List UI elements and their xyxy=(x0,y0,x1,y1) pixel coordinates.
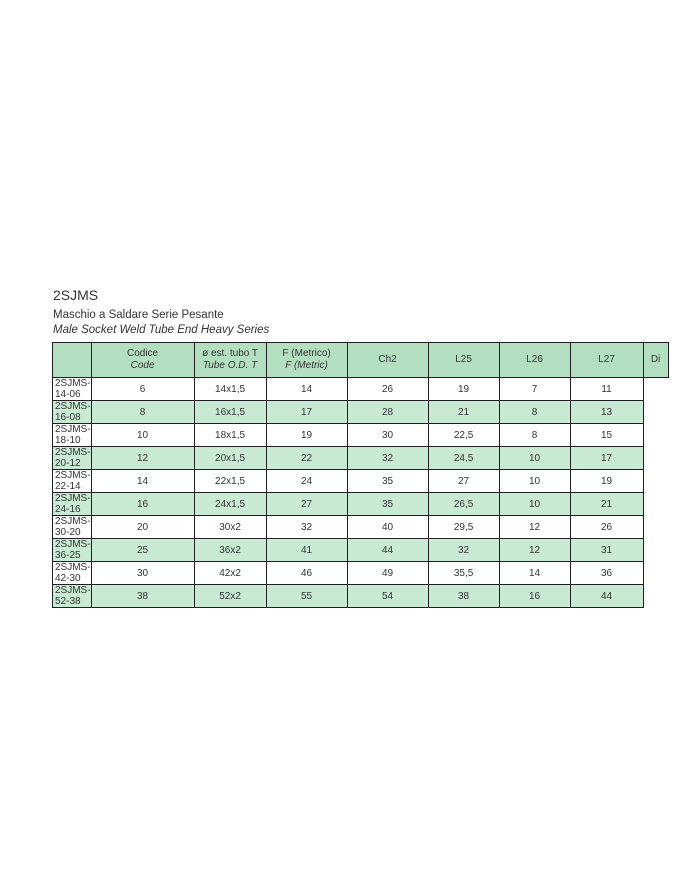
value-cell: 10 xyxy=(91,424,194,447)
english-subtitle: Male Socket Weld Tube End Heavy Series xyxy=(53,324,270,336)
value-cell: 24x1,5 xyxy=(194,493,266,516)
product-code-title: 2SJMS xyxy=(53,287,99,303)
value-cell: 16 xyxy=(499,585,570,608)
value-cell: 8 xyxy=(91,401,194,424)
value-cell: 19 xyxy=(266,424,347,447)
value-cell: 12 xyxy=(499,539,570,562)
value-cell: 20x1,5 xyxy=(194,447,266,470)
table-row xyxy=(53,516,669,539)
value-cell: 20 xyxy=(91,516,194,539)
value-cell: 28 xyxy=(347,401,428,424)
value-cell: 7 xyxy=(499,378,570,401)
value-cell: 11 xyxy=(570,378,643,401)
header-di xyxy=(643,343,668,378)
value-cell: 10 xyxy=(499,470,570,493)
value-cell: 32 xyxy=(428,539,499,562)
table-row xyxy=(53,493,669,516)
title-block xyxy=(53,287,269,338)
value-cell: 49 xyxy=(347,562,428,585)
header-label: L26 xyxy=(526,354,543,365)
code-cell: 2SJMS-52-38 xyxy=(53,585,92,608)
header-label: F (Metrico) xyxy=(282,348,331,359)
code-cell: 2SJMS-22-14 xyxy=(53,470,92,493)
value-cell: 35 xyxy=(347,493,428,516)
value-cell: 40 xyxy=(347,516,428,539)
code-cell: 2SJMS-24-16 xyxy=(53,493,92,516)
value-cell: 38 xyxy=(428,585,499,608)
value-cell: 38 xyxy=(91,585,194,608)
header-label: Ch2 xyxy=(378,354,397,365)
value-cell: 55 xyxy=(266,585,347,608)
value-cell: 6 xyxy=(91,378,194,401)
code-cell: 2SJMS-14-06 xyxy=(53,378,92,401)
value-cell: 25 xyxy=(91,539,194,562)
value-cell: 35,5 xyxy=(428,562,499,585)
table-row xyxy=(53,447,669,470)
table-row xyxy=(53,562,669,585)
value-cell: 8 xyxy=(499,401,570,424)
header-ch2 xyxy=(347,343,428,378)
code-cell: 2SJMS-42-30 xyxy=(53,562,92,585)
header-thread xyxy=(266,343,347,378)
value-cell: 19 xyxy=(428,378,499,401)
value-cell: 30 xyxy=(347,424,428,447)
value-cell: 29,5 xyxy=(428,516,499,539)
value-cell: 30x2 xyxy=(194,516,266,539)
value-cell: 26,5 xyxy=(428,493,499,516)
value-cell: 32 xyxy=(266,516,347,539)
code-cell: 2SJMS-16-08 xyxy=(53,401,92,424)
value-cell: 36 xyxy=(570,562,643,585)
table-row xyxy=(53,378,669,401)
spec-table-wrapper xyxy=(52,342,669,608)
header-row xyxy=(53,343,669,378)
value-cell: 21 xyxy=(428,401,499,424)
table-row xyxy=(53,470,669,493)
value-cell: 30 xyxy=(91,562,194,585)
header-l26 xyxy=(499,343,570,378)
table-row xyxy=(53,401,669,424)
code-cell: 2SJMS-36-25 xyxy=(53,539,92,562)
header-tube-od xyxy=(194,343,266,378)
value-cell: 22 xyxy=(266,447,347,470)
value-cell: 16 xyxy=(91,493,194,516)
value-cell: 41 xyxy=(266,539,347,562)
table-row xyxy=(53,424,669,447)
value-cell: 46 xyxy=(266,562,347,585)
value-cell: 22x1,5 xyxy=(194,470,266,493)
value-cell: 27 xyxy=(428,470,499,493)
value-cell: 44 xyxy=(570,585,643,608)
value-cell: 42x2 xyxy=(194,562,266,585)
italian-subtitle: Maschio a Saldare Serie Pesante xyxy=(53,309,224,321)
value-cell: 12 xyxy=(91,447,194,470)
header-label: ø est. tubo T xyxy=(202,348,259,359)
value-cell: 26 xyxy=(347,378,428,401)
header-l25 xyxy=(428,343,499,378)
header-label: L25 xyxy=(455,354,472,365)
value-cell: 15 xyxy=(570,424,643,447)
table-row xyxy=(53,539,669,562)
value-cell: 14 xyxy=(91,470,194,493)
value-cell: 16x1,5 xyxy=(194,401,266,424)
value-cell: 12 xyxy=(499,516,570,539)
code-cell: 2SJMS-20-12 xyxy=(53,447,92,470)
value-cell: 22,5 xyxy=(428,424,499,447)
value-cell: 52x2 xyxy=(194,585,266,608)
spec-table xyxy=(52,342,669,608)
header-label: L27 xyxy=(598,354,615,365)
header-label: Codice xyxy=(126,348,159,359)
value-cell: 26 xyxy=(570,516,643,539)
header-l27 xyxy=(570,343,643,378)
value-cell: 14x1,5 xyxy=(194,378,266,401)
code-cell: 2SJMS-30-20 xyxy=(53,516,92,539)
table-row xyxy=(53,585,669,608)
value-cell: 27 xyxy=(266,493,347,516)
table-side-band xyxy=(53,343,92,378)
code-cell: 2SJMS-18-10 xyxy=(53,424,92,447)
header-label-en: Tube O.D. T xyxy=(202,360,258,371)
value-cell: 10 xyxy=(499,493,570,516)
header-label: Di xyxy=(650,354,661,365)
value-cell: 54 xyxy=(347,585,428,608)
value-cell: 21 xyxy=(570,493,643,516)
value-cell: 18x1,5 xyxy=(194,424,266,447)
value-cell: 44 xyxy=(347,539,428,562)
value-cell: 8 xyxy=(499,424,570,447)
value-cell: 24,5 xyxy=(428,447,499,470)
table-body xyxy=(53,378,669,608)
value-cell: 31 xyxy=(570,539,643,562)
value-cell: 32 xyxy=(347,447,428,470)
value-cell: 10 xyxy=(499,447,570,470)
value-cell: 17 xyxy=(266,401,347,424)
header-label-en: Code xyxy=(130,360,155,371)
value-cell: 19 xyxy=(570,470,643,493)
value-cell: 13 xyxy=(570,401,643,424)
value-cell: 24 xyxy=(266,470,347,493)
value-cell: 14 xyxy=(266,378,347,401)
header-label-en: F (Metric) xyxy=(285,360,328,371)
value-cell: 35 xyxy=(347,470,428,493)
value-cell: 14 xyxy=(499,562,570,585)
header-code xyxy=(91,343,194,378)
value-cell: 17 xyxy=(570,447,643,470)
value-cell: 36x2 xyxy=(194,539,266,562)
